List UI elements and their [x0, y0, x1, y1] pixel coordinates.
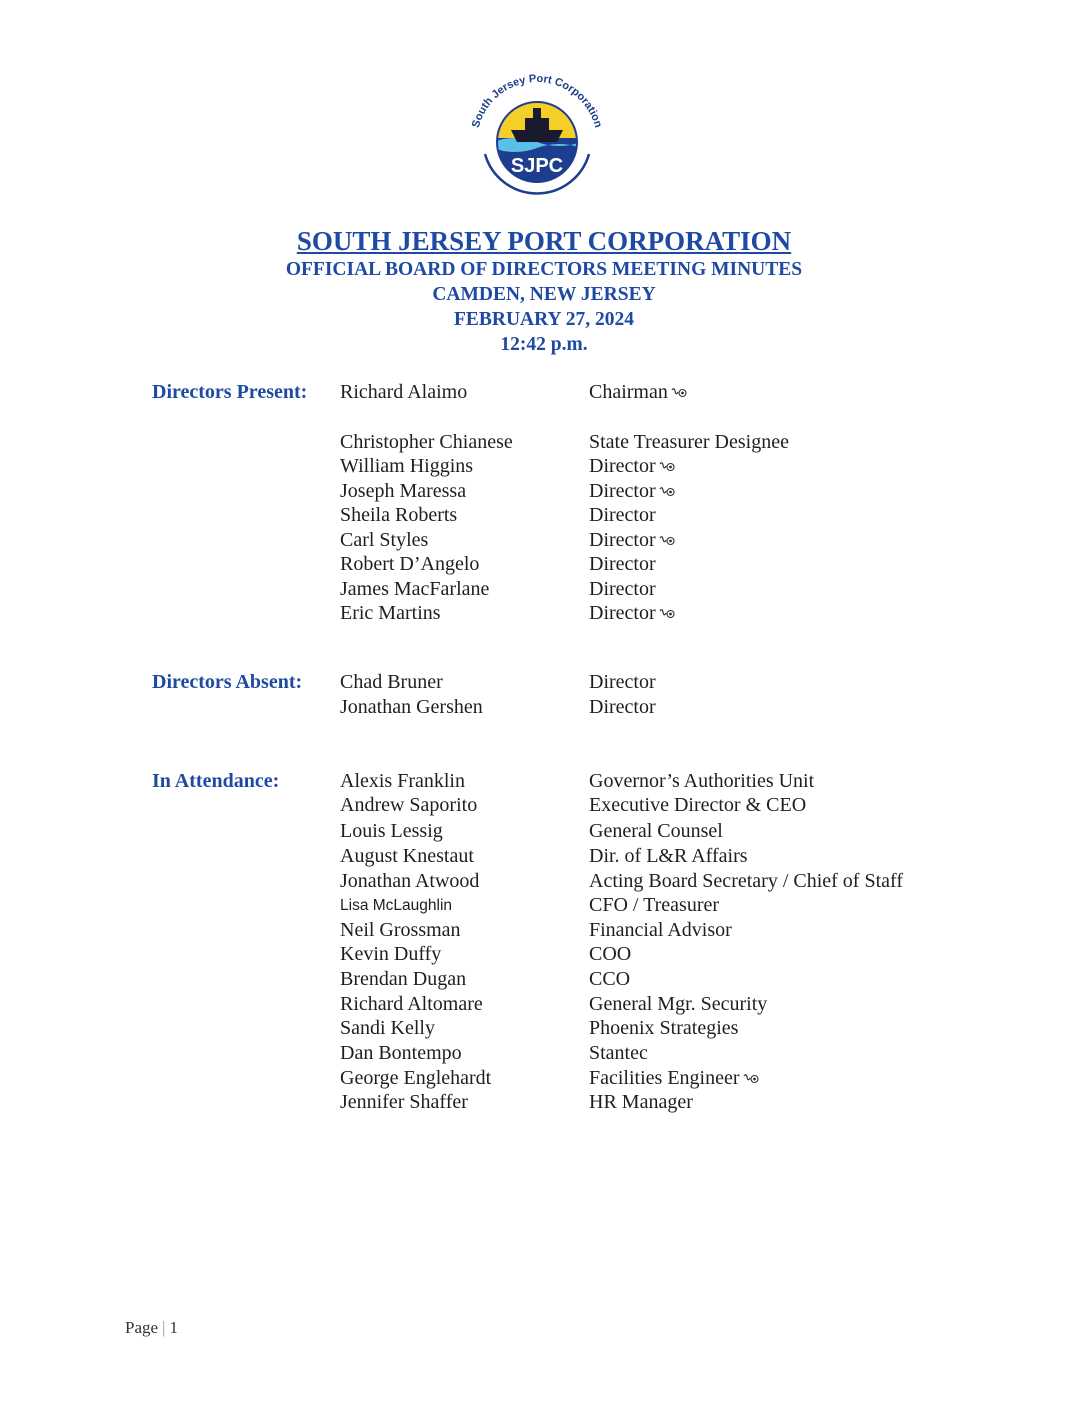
attendee-name: Robert D’Angelo: [340, 553, 480, 575]
document-title: SOUTH JERSEY PORT CORPORATION: [296, 226, 792, 256]
attendee-row: [0, 480, 1088, 504]
attendee-role-text: Stantec: [589, 1042, 648, 1064]
attendee-role-text: Director: [589, 504, 656, 526]
attendee-name: Louis Lessig: [340, 820, 443, 842]
page-footer: Page | 1: [125, 1318, 178, 1337]
attendee-row: [0, 968, 1088, 992]
attendee-row: [0, 1017, 1088, 1041]
attendee-role: [589, 696, 656, 719]
attendee-role-text: Facilities Engineer: [589, 1067, 740, 1089]
attendee-name: Joseph Maressa: [340, 480, 467, 502]
logo-center-text: SJPC: [510, 155, 564, 177]
attendee-role: [589, 845, 748, 868]
attendee-row: [0, 529, 1088, 553]
attendee-role: [589, 770, 814, 793]
attendee-name: Jonathan Atwood: [340, 870, 480, 892]
attendee-name: August Knestaut: [340, 845, 474, 867]
attendee-name: Christopher Chianese: [340, 431, 513, 453]
attendee-role: [589, 870, 903, 893]
attendee-name: Neil Grossman: [340, 919, 461, 941]
attendee-role-text: Acting Board Secretary / Chief of Staff: [589, 870, 903, 892]
attendee-role: [589, 968, 630, 991]
attendee-role-text: Financial Advisor: [589, 919, 732, 941]
attendee-role-text: State Treasurer Designee: [589, 431, 789, 453]
attendee-role-text: Director: [589, 480, 656, 502]
attendee-role-text: COO: [589, 943, 632, 965]
attendee-name: Sheila Roberts: [340, 504, 458, 526]
attendee-role: [589, 794, 806, 817]
attendee-name: Andrew Saporito: [340, 794, 478, 816]
attendee-role: [589, 578, 656, 601]
attendee-row: [0, 671, 1088, 695]
initials-mark-icon: [658, 606, 676, 620]
attendee-name: George Englehardt: [340, 1067, 492, 1089]
attendee-name: Brendan Dugan: [340, 968, 467, 990]
attendee-role-text: Governor’s Authorities Unit: [589, 770, 815, 792]
attendee-role: [589, 529, 676, 552]
attendee-row: [0, 578, 1088, 602]
attendee-name: Richard Altomare: [340, 993, 483, 1015]
attendee-role-text: Chairman: [589, 381, 668, 403]
attendee-row: [0, 1091, 1088, 1115]
directors-present-label: Directors Present:: [152, 381, 308, 403]
meeting-time: 12:42 p.m.: [500, 334, 588, 355]
attendee-role: [589, 1067, 760, 1090]
attendee-role-text: Director: [589, 578, 656, 600]
attendee-name: Jennifer Shaffer: [340, 1091, 468, 1113]
attendee-role-text: CCO: [589, 968, 631, 990]
attendee-role-text: Director: [589, 455, 656, 477]
attendee-role: [589, 1091, 693, 1114]
attendee-row: [0, 504, 1088, 528]
attendee-role: [589, 553, 656, 576]
attendee-role-text: Director: [589, 602, 656, 624]
attendee-row: [0, 894, 1088, 918]
attendee-row: [0, 770, 1088, 794]
attendee-row: [0, 1042, 1088, 1066]
initials-mark-icon: [742, 1071, 760, 1085]
attendee-name: Eric Martins: [340, 602, 441, 624]
sjpc-logo: [463, 72, 611, 204]
attendee-role: [589, 993, 767, 1016]
initials-mark-icon: [670, 385, 688, 399]
attendee-row: [0, 1067, 1088, 1091]
attendee-name: Jonathan Gershen: [340, 696, 483, 718]
page-label: Page: [125, 1318, 159, 1337]
initials-mark-icon: [658, 533, 676, 547]
attendee-role-text: Executive Director & CEO: [589, 794, 807, 816]
attendee-row: [0, 696, 1088, 720]
document-subtitle: OFFICIAL BOARD OF DIRECTORS MEETING MINUTES: [285, 259, 803, 280]
attendee-role-text: Director: [589, 696, 656, 718]
attendee-role: [589, 894, 719, 917]
attendee-role: [589, 602, 676, 625]
attendee-row: [0, 919, 1088, 943]
attendee-role-text: General Mgr. Security: [589, 993, 768, 1015]
directors-absent-label: Directors Absent:: [152, 671, 303, 693]
attendee-role: [589, 504, 656, 527]
attendee-name: Chad Bruner: [340, 671, 443, 693]
meeting-location: CAMDEN, NEW JERSEY: [432, 284, 656, 305]
meeting-date: FEBRUARY 27, 2024: [453, 309, 635, 330]
attendee-row: [0, 381, 1088, 405]
attendee-name: James MacFarlane: [340, 578, 490, 600]
attendee-row: [0, 845, 1088, 869]
attendee-role: [589, 455, 676, 478]
in-attendance-label: In Attendance:: [152, 770, 280, 792]
attendee-role: [589, 381, 688, 404]
attendee-name: Carl Styles: [340, 529, 429, 551]
attendee-row: [0, 602, 1088, 626]
initials-mark-icon: [658, 484, 676, 498]
attendee-row: [0, 820, 1088, 844]
page-number: 1: [169, 1318, 178, 1337]
attendee-role: [589, 820, 723, 843]
attendee-role: [589, 919, 732, 942]
attendee-role-text: Director: [589, 671, 656, 693]
attendee-role-text: Phoenix Strategies: [589, 1017, 739, 1039]
attendee-name: Sandi Kelly: [340, 1017, 435, 1039]
attendee-role: [589, 1017, 738, 1040]
attendee-row: [0, 431, 1088, 455]
attendee-row: [0, 993, 1088, 1017]
attendee-row: [0, 455, 1088, 479]
attendee-role-text: CFO / Treasurer: [589, 894, 720, 916]
attendee-name: Richard Alaimo: [340, 381, 468, 403]
attendee-row: [0, 943, 1088, 967]
attendee-role: [589, 1042, 648, 1065]
attendee-row: [0, 553, 1088, 577]
attendee-role-text: Director: [589, 529, 656, 551]
attendee-role: [589, 431, 789, 454]
attendee-role-text: HR Manager: [589, 1091, 693, 1113]
initials-mark-icon: [658, 459, 676, 473]
attendee-row: [0, 870, 1088, 894]
attendee-role: [589, 480, 676, 503]
attendee-row: [0, 794, 1088, 818]
logo-ring-text: South Jersey Port Corporation: [469, 72, 605, 130]
attendee-name: Kevin Duffy: [340, 943, 442, 965]
attendee-name: Dan Bontempo: [340, 1042, 462, 1064]
attendee-role: [589, 943, 631, 966]
attendee-name: William Higgins: [340, 455, 474, 477]
attendee-name: Alexis Franklin: [340, 770, 465, 792]
attendee-role: [589, 671, 656, 694]
attendee-role-text: Director: [589, 553, 656, 575]
attendee-role-text: Dir. of L&R Affairs: [589, 845, 748, 867]
attendee-role-text: General Counsel: [589, 820, 723, 842]
attendee-name: Lisa McLaughlin: [340, 897, 453, 914]
